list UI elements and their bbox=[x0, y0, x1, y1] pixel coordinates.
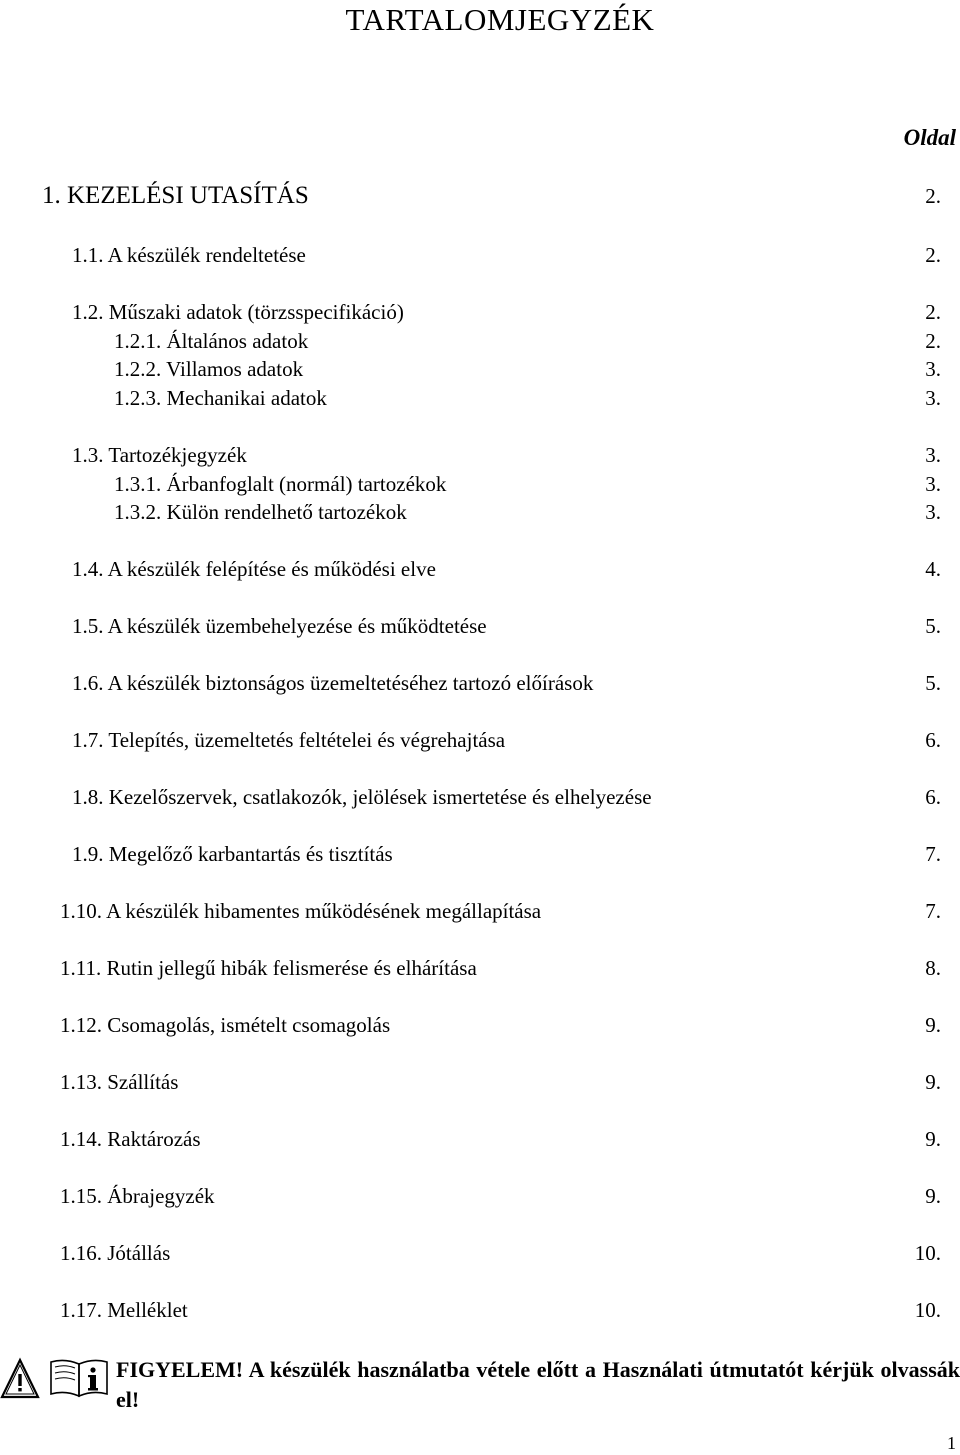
toc-entry-1-10 bbox=[0, 899, 960, 929]
toc-entry-page: 2. bbox=[925, 243, 941, 267]
toc-entry-page: 6. bbox=[925, 785, 941, 809]
toc-entry-label: 1.9. Megelőző karbantartás és tisztítás bbox=[72, 842, 393, 866]
toc-entry-1-15 bbox=[0, 1184, 960, 1214]
toc-entry-page: 9. bbox=[925, 1127, 941, 1151]
toc-entry-page: 7. bbox=[925, 899, 941, 923]
toc-entry-label: 1.2.1. Általános adatok bbox=[114, 329, 309, 353]
toc-entry-1-3-2 bbox=[0, 500, 960, 530]
toc-entry-label: 1.6. A készülék biztonságos üzemeltetéséhez tartozó előírások bbox=[72, 671, 594, 695]
toc-entry-label: 1.3.2. Külön rendelhető tartozékok bbox=[114, 500, 407, 524]
toc-entry-1-8 bbox=[0, 785, 960, 815]
info-book-icon bbox=[48, 1358, 110, 1398]
toc-entry-label: 1. KEZELÉSI UTASÍTÁS bbox=[42, 182, 309, 209]
toc-entry-1-6 bbox=[0, 671, 960, 701]
toc-entry-page: 5. bbox=[925, 614, 941, 638]
toc-entry-label: 1.5. A készülék üzembehelyezése és működtetése bbox=[72, 614, 487, 638]
page-title: TARTALOMJEGYZÉK bbox=[345, 2, 655, 37]
toc-entry-label: 1.15. Ábrajegyzék bbox=[60, 1184, 215, 1208]
toc-entry-page: 3. bbox=[925, 472, 941, 496]
toc-entry-1 bbox=[0, 182, 960, 212]
toc-entry-page: 6. bbox=[925, 728, 941, 752]
toc-entry-1-7 bbox=[0, 728, 960, 758]
toc-entry-label: 1.13. Szállítás bbox=[60, 1070, 179, 1094]
toc-entry-1-3 bbox=[0, 443, 960, 473]
page-number: 1 bbox=[947, 1433, 956, 1453]
toc-entry-1-9 bbox=[0, 842, 960, 872]
toc-entry-label: 1.3.1. Árbanfoglalt (normál) tartozékok bbox=[114, 472, 447, 496]
toc-entry-page: 2. bbox=[925, 184, 941, 208]
toc-entry-label: 1.2. Műszaki adatok (törzsspecifikáció) bbox=[72, 300, 404, 324]
toc-entry-page: 10. bbox=[914, 1241, 941, 1265]
warning-triangle-icon bbox=[0, 1357, 40, 1403]
toc-entry-page: 2. bbox=[925, 300, 941, 324]
toc-entry-page: 10. bbox=[914, 1298, 941, 1322]
toc-entry-label: 1.11. Rutin jellegű hibák felismerése és elhárítása bbox=[60, 956, 477, 980]
toc-entry-label: 1.1. A készülék rendeltetése bbox=[72, 243, 306, 267]
toc-entry-page: 4. bbox=[925, 557, 941, 581]
toc-entry-1-3-1 bbox=[0, 472, 960, 502]
toc-entry-page: 8. bbox=[925, 956, 941, 980]
toc-entry-label: 1.10. A készülék hibamentes működésének megállapítása bbox=[60, 899, 542, 923]
toc-entry-label: 1.12. Csomagolás, ismételt csomagolás bbox=[60, 1013, 391, 1037]
toc-entry-label: 1.2.2. Villamos adatok bbox=[114, 357, 304, 381]
toc-entry-1-2 bbox=[0, 300, 960, 330]
toc-entry-label: 1.14. Raktározás bbox=[60, 1127, 201, 1151]
toc-entry-1-2-1 bbox=[0, 329, 960, 359]
toc-entry-page: 3. bbox=[925, 500, 941, 524]
toc-entry-label: 1.17. Melléklet bbox=[60, 1298, 188, 1322]
toc-entry-page: 9. bbox=[925, 1184, 941, 1208]
toc-entry-1-1 bbox=[0, 243, 960, 273]
toc-entry-1-14 bbox=[0, 1127, 960, 1157]
toc-entry-label: 1.4. A készülék felépítése és működési elve bbox=[72, 557, 436, 581]
toc-entry-page: 3. bbox=[925, 443, 941, 467]
toc-entry-1-5 bbox=[0, 614, 960, 644]
toc-entry-page: 5. bbox=[925, 671, 941, 695]
toc-entry-1-4 bbox=[0, 557, 960, 587]
toc-entry-1-11 bbox=[0, 956, 960, 986]
toc-entry-page: 9. bbox=[925, 1070, 941, 1094]
toc-entry-1-16 bbox=[0, 1241, 960, 1271]
toc-entry-page: 7. bbox=[925, 842, 941, 866]
toc-entry-page: 3. bbox=[925, 357, 941, 381]
toc-entry-page: 2. bbox=[925, 329, 941, 353]
toc-entry-1-2-2 bbox=[0, 357, 960, 387]
toc-entry-1-12 bbox=[0, 1013, 960, 1043]
toc-entry-page: 9. bbox=[925, 1013, 941, 1037]
toc-entry-label: 1.16. Jótállás bbox=[60, 1241, 171, 1265]
toc-entry-label: 1.8. Kezelőszervek, csatlakozók, jelölések ismertetése és elhelyezése bbox=[72, 785, 652, 809]
toc-entry-1-17 bbox=[0, 1298, 960, 1328]
toc-entry-page: 3. bbox=[925, 386, 941, 410]
warning-notice: FIGYELEM! A készülék használatba vétele előtt a Használati útmutatót kérjük olvassák el! bbox=[116, 1357, 960, 1412]
toc-entry-label: 1.3. Tartozékjegyzék bbox=[72, 443, 247, 467]
toc-entry-label: 1.7. Telepítés, üzemeltetés feltételei és végrehajtása bbox=[72, 728, 506, 752]
toc-entry-1-2-3 bbox=[0, 386, 960, 416]
toc-entry-1-13 bbox=[0, 1070, 960, 1100]
page-column-header: Oldal bbox=[903, 125, 956, 150]
toc-entry-label: 1.2.3. Mechanikai adatok bbox=[114, 386, 327, 410]
